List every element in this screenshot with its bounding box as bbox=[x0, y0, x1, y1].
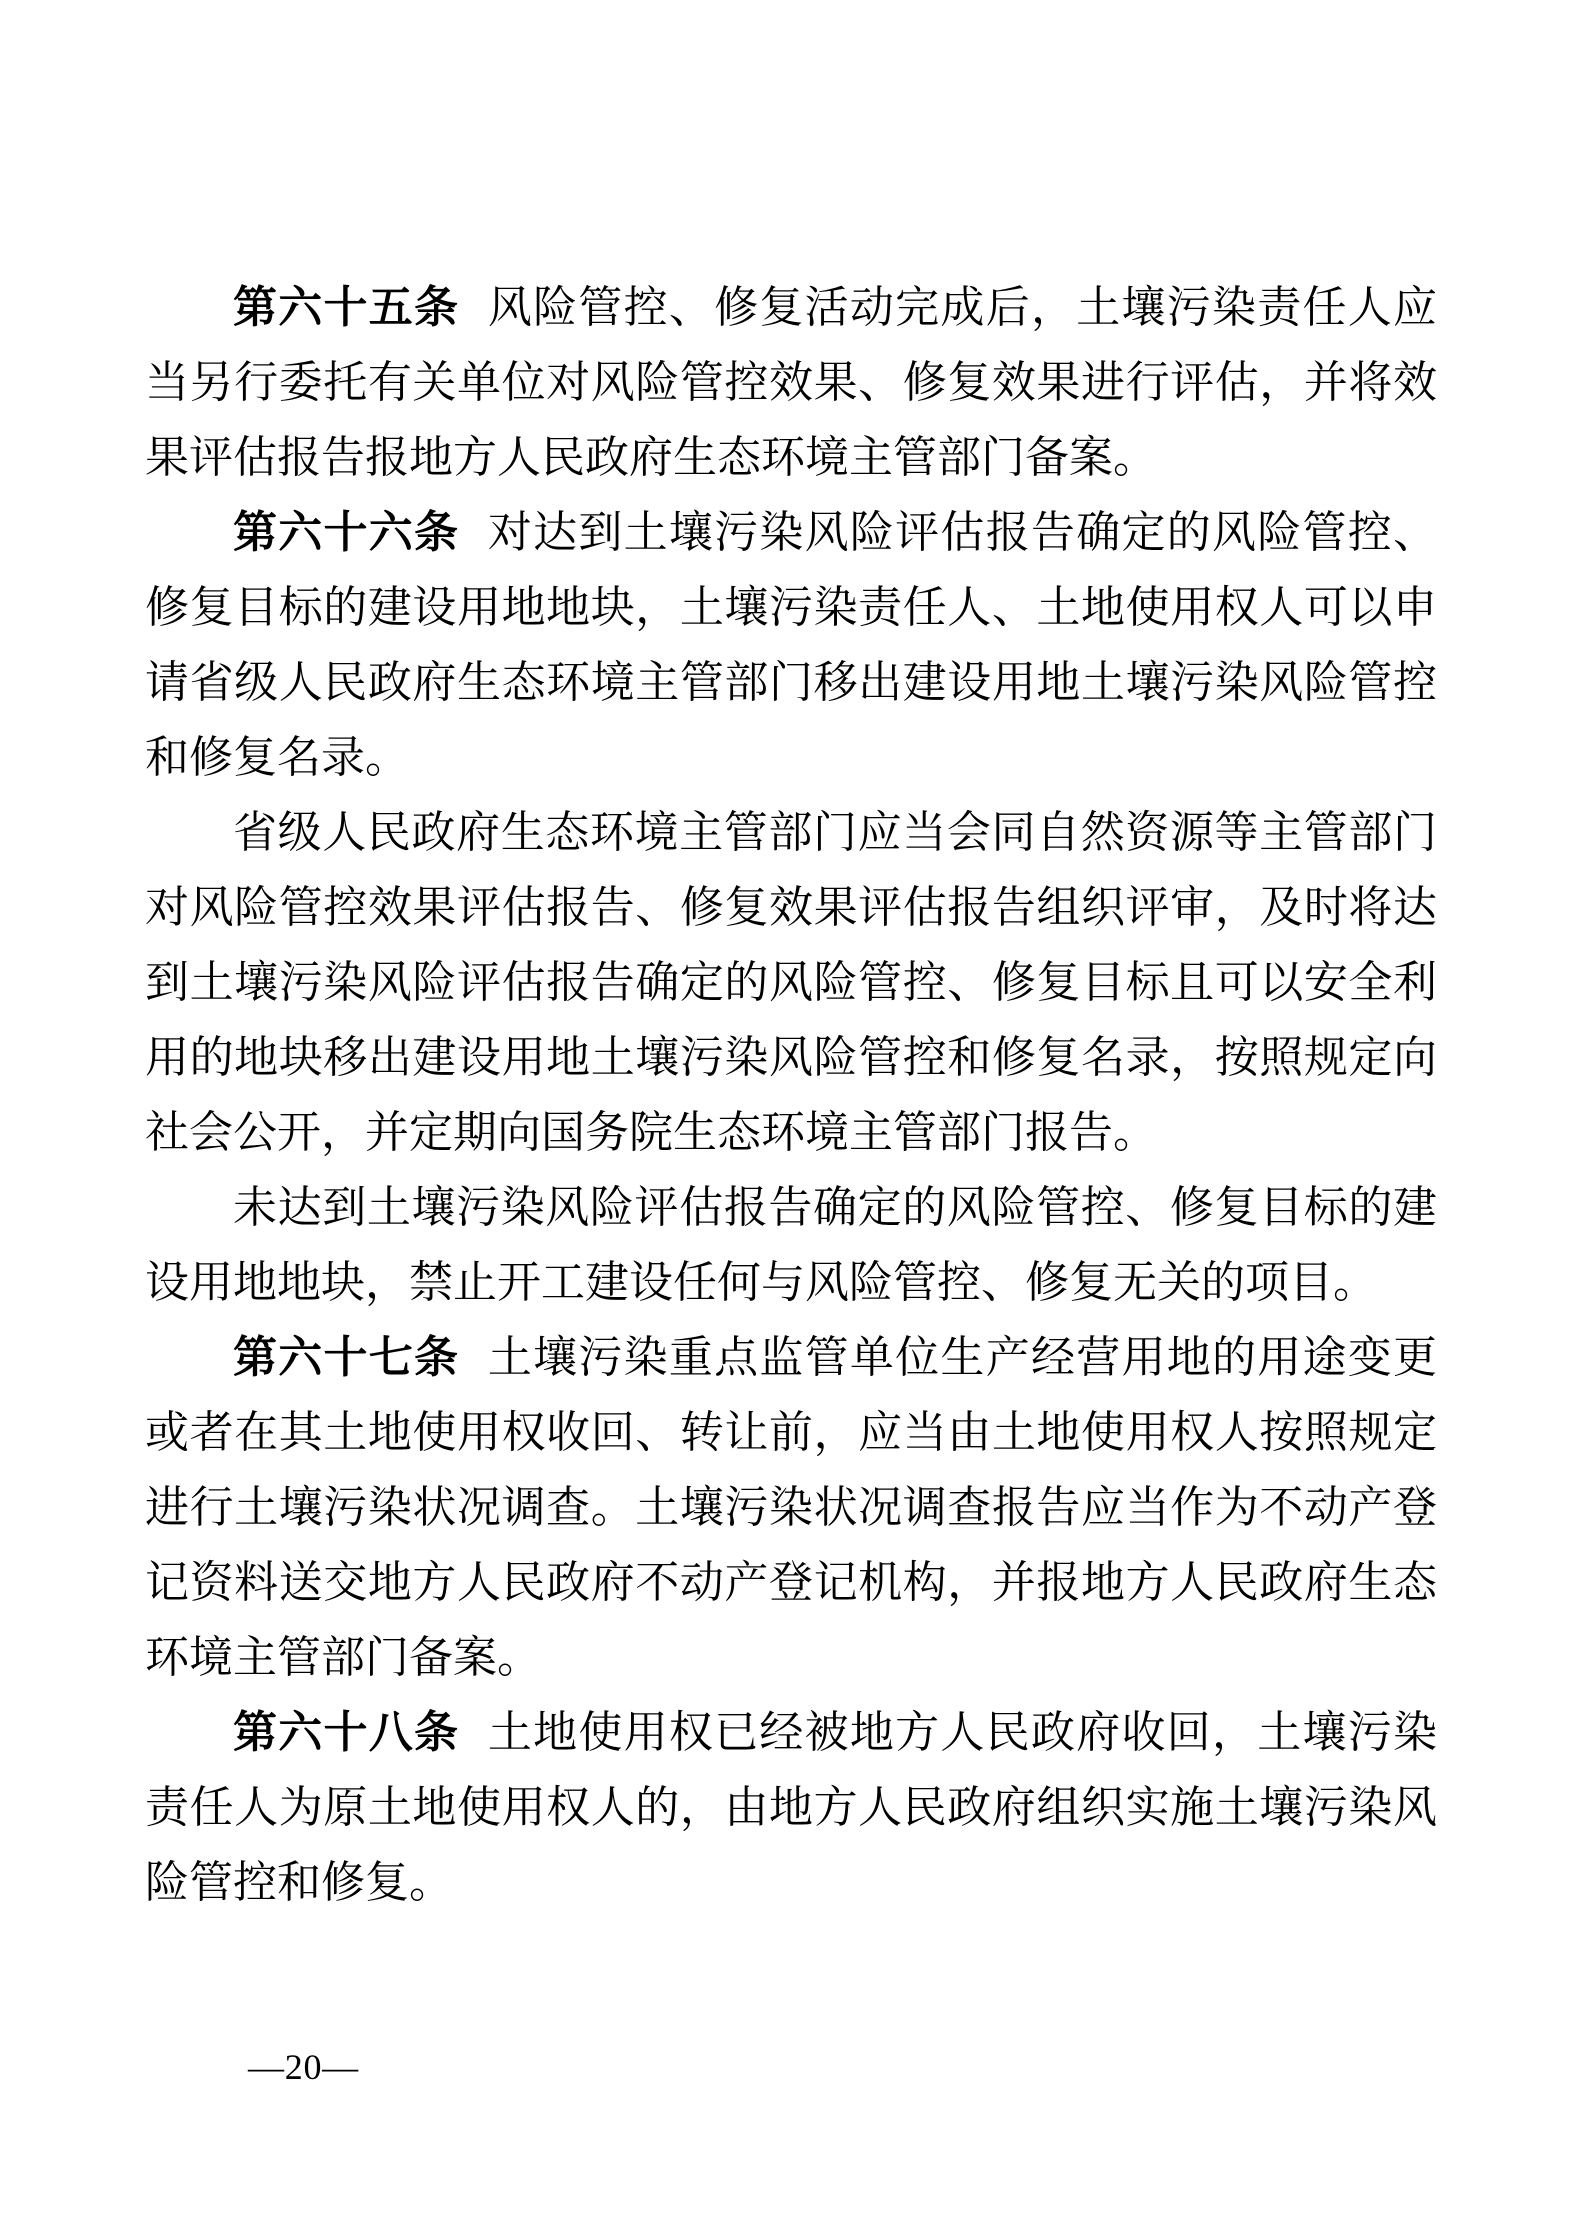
article-66-subparagraph-2-text: 省级人民政府生态环境主管部门应当会同自然资源等主管部门对风险管控效果评估报告、修复效果评估报告组织评审，及时将达到土壤污染风险评估报告确定的风险管控、修复目标且可以安全利用的地块移出建设用地土壤污染风险管控和修复名录，按照规定向社会公开，并定期向国务院生态环境主管部门报告。 bbox=[145, 808, 1437, 1157]
article-68-paragraph bbox=[145, 1695, 1437, 1920]
document-body bbox=[145, 270, 1437, 1920]
page-number: —20— bbox=[248, 2047, 359, 2087]
article-66-subparagraph-3-text: 未达到土壤污染风险评估报告确定的风险管控、修复目标的建设用地地块，禁止开工建设任何与风险管控、修复无关的项目。 bbox=[145, 1183, 1437, 1307]
article-66-paragraph bbox=[145, 495, 1437, 795]
article-65-text: 风险管控、修复活动完成后，土壤污染责任人应当另行委托有关单位对风险管控效果、修复效果进行评估，并将效果评估报告报地方人民政府生态环境主管部门备案。 bbox=[145, 283, 1437, 482]
article-65-paragraph bbox=[145, 270, 1437, 495]
article-66-subparagraph-3 bbox=[145, 1170, 1437, 1320]
article-66-subparagraph-2 bbox=[145, 795, 1437, 1170]
article-67-number: 第六十七条 bbox=[233, 1333, 460, 1382]
page-footer bbox=[248, 2046, 359, 2088]
article-65-number: 第六十五条 bbox=[233, 283, 460, 332]
article-66-number: 第六十六条 bbox=[233, 508, 460, 557]
article-68-number: 第六十八条 bbox=[233, 1708, 460, 1757]
article-68-text: 土地使用权已经被地方人民政府收回，土壤污染责任人为原土地使用权人的，由地方人民政府组织实施土壤污染风险管控和修复。 bbox=[145, 1708, 1437, 1907]
article-67-text: 土壤污染重点监管单位生产经营用地的用途变更或者在其土地使用权收回、转让前，应当由土地使用权人按照规定进行土壤污染状况调查。土壤污染状况调查报告应当作为不动产登记资料送交地方人民政府不动产登记机构，并报地方人民政府生态环境主管部门备案。 bbox=[145, 1333, 1437, 1682]
article-67-paragraph bbox=[145, 1320, 1437, 1695]
article-66-text: 对达到土壤污染风险评估报告确定的风险管控、修复目标的建设用地地块，土壤污染责任人、土地使用权人可以申请省级人民政府生态环境主管部门移出建设用地土壤污染风险管控和修复名录。 bbox=[145, 508, 1437, 782]
